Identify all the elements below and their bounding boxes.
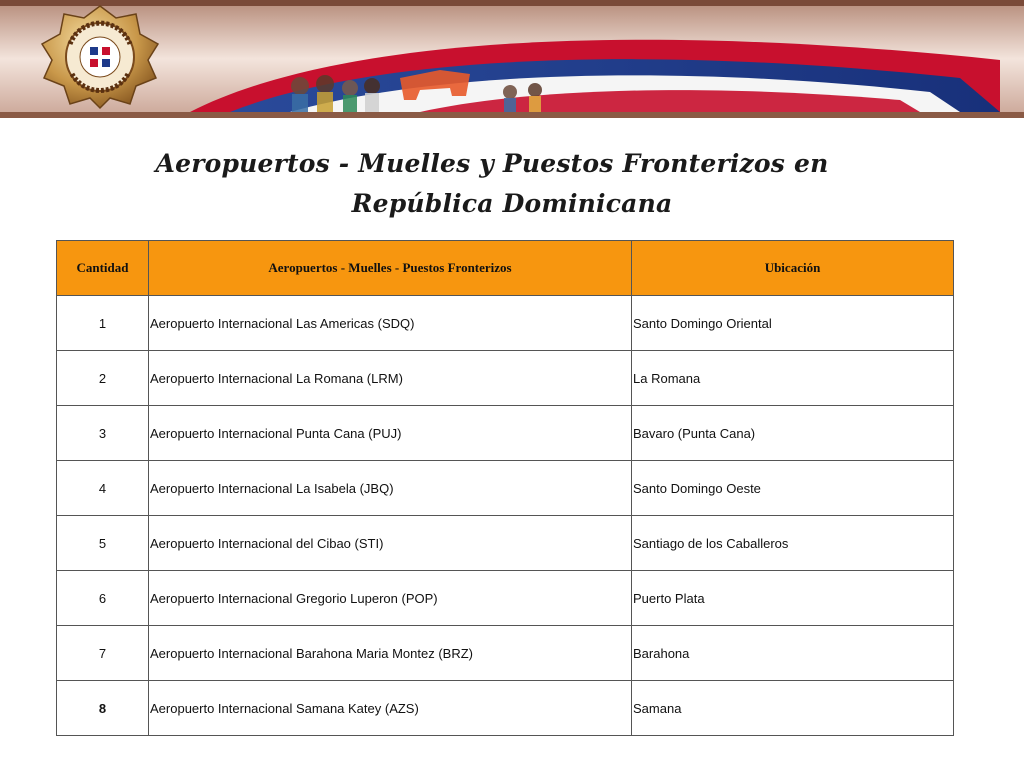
table-row [57,406,954,461]
cell-location: La Romana [632,351,954,406]
cell-location: Samana [632,681,954,736]
cell-name: Aeropuerto Internacional Punta Cana (PUJ) [149,406,632,461]
table-row [57,571,954,626]
cell-name: Aeropuerto Internacional del Cibao (STI) [149,516,632,571]
cell-name: Aeropuerto Internacional La Romana (LRM) [149,351,632,406]
table-row [57,516,954,571]
page-title [0,144,1024,224]
cell-location: Puerto Plata [632,571,954,626]
cell-cantidad: 2 [57,351,149,406]
seal-emblem-icon [36,4,164,110]
cell-name: Aeropuerto Internacional Samana Katey (AZS) [149,681,632,736]
cell-location: Santo Domingo Oeste [632,461,954,516]
migracion-seal [36,4,164,110]
cell-name: Aeropuerto Internacional Barahona Maria Montez (BRZ) [149,626,632,681]
cell-location: Barahona [632,626,954,681]
cell-name: Aeropuerto Internacional La Isabela (JBQ) [149,461,632,516]
table-row [57,461,954,516]
ports-table [56,240,954,736]
cell-cantidad: 5 [57,516,149,571]
cell-cantidad: 8 [57,681,149,736]
table-row [57,351,954,406]
cell-cantidad: 1 [57,296,149,351]
cell-cantidad: 3 [57,406,149,461]
cell-location: Santiago de los Caballeros [632,516,954,571]
cell-cantidad: 7 [57,626,149,681]
header-ubicacion: Ubicación [632,241,954,296]
cell-cantidad: 6 [57,571,149,626]
cell-name: Aeropuerto Internacional Gregorio Luperon (POP) [149,571,632,626]
table-header-row [57,241,954,296]
header-banner [0,0,1024,118]
cell-cantidad: 4 [57,461,149,516]
header-cantidad: Cantidad [57,241,149,296]
header-puertos: Aeropuertos - Muelles - Puestos Fronterizos [149,241,632,296]
cell-location: Santo Domingo Oriental [632,296,954,351]
table-row [57,296,954,351]
cell-name: Aeropuerto Internacional Las Americas (SDQ) [149,296,632,351]
table-row [57,626,954,681]
table-row [57,681,954,736]
cell-location: Bavaro (Punta Cana) [632,406,954,461]
title-line-1: Aeropuertos - Muelles y Puestos Fronterizos en [155,149,829,178]
title-line-2: República Dominicana [351,189,673,218]
